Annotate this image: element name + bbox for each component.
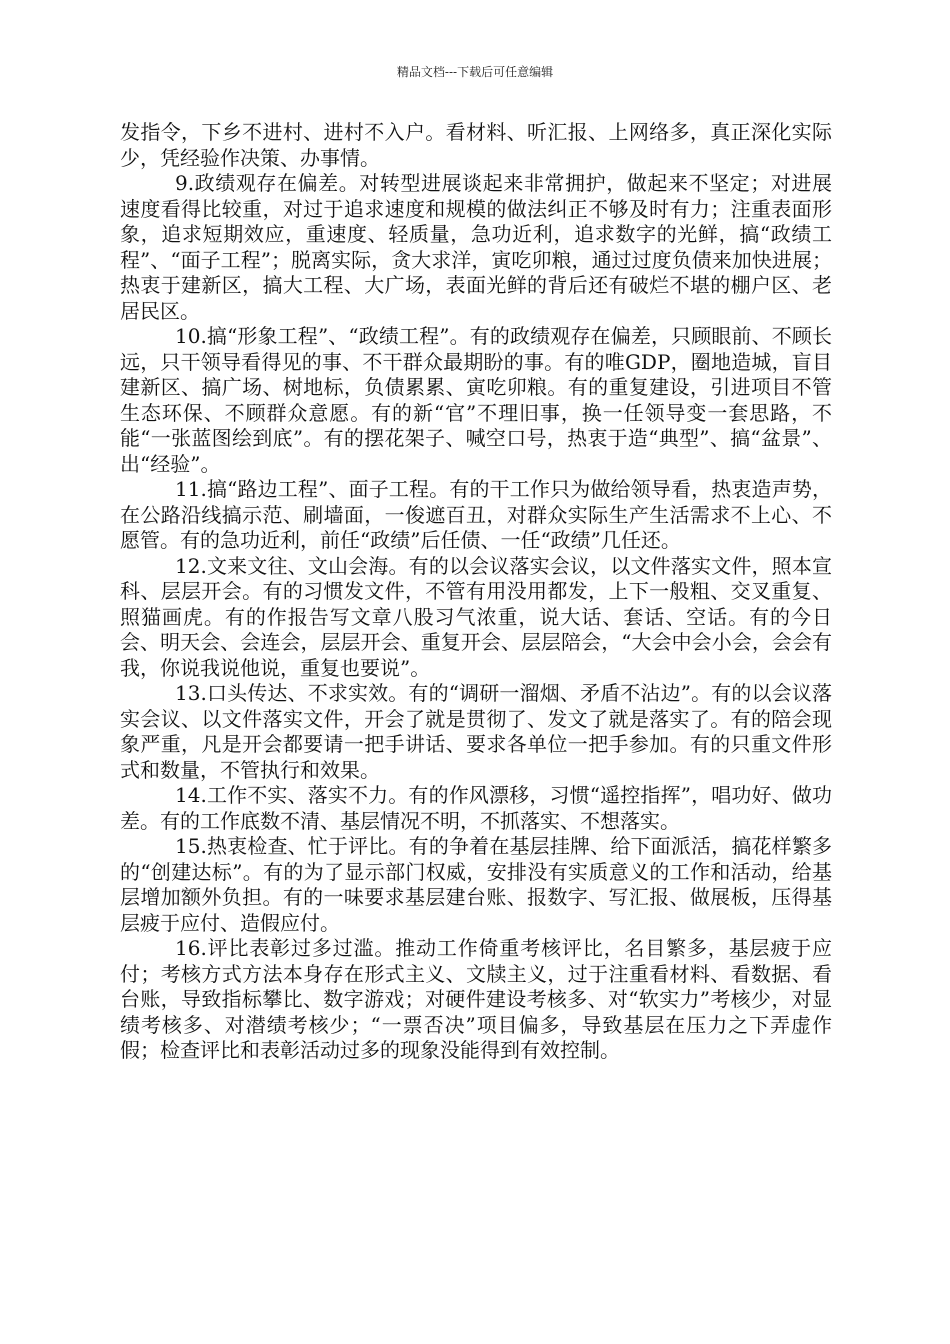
document-body <box>120 120 832 1064</box>
page-header: 精品文档---下载后可任意编辑 <box>396 65 554 79</box>
paragraph-item-11: 11.搞“路边工程”、面子工程。有的干工作只为做给领导看，热衷造声势，在公路沿线搞示范、刷墙面，一俊遮百丑，对群众实际生产生活需求不上心、不愿管。有的急功近利，前任“政绩”后任债、一任“政绩”几任还。 <box>120 477 832 552</box>
paragraph-item-13: 13.口头传达、不求实效。有的“调研一溜烟、矛盾不沾边”。有的以会议落实会议、以文件落实文件，开会了就是贯彻了、发文了就是落实了。有的陪会现象严重，凡是开会都要请一把手讲话、要求各单位一把手参加。有的只重文件形式和数量，不管执行和效果。 <box>120 681 832 782</box>
paragraph-item-16: 16.评比表彰过多过滥。推动工作倚重考核评比，名目繁多，基层疲于应付；考核方式方法本身存在形式主义、文牍主义，过于注重看材料、看数据、看台账，导致指标攀比、数字游戏；对硬件建设考核多、对“软实力”考核少，对显绩考核多、对潜绩考核少；“一票否决”项目偏多，导致基层在压力之下弄虚作假；检查评比和表彰活动过多的现象没能得到有效控制。 <box>120 936 832 1062</box>
paragraph-item-12: 12.文来文往、文山会海。有的以会议落实会议，以文件落实文件，照本宣科、层层开会。有的习惯发文件，不管有用没用都发，上下一般粗、交叉重复、照猫画虎。有的作报告写文章八股习气浓重，说大话、套话、空话。有的今日会、明天会、会连会，层层开会、重复开会、层层陪会，“大会中会小会，会会有我，你说我说他说，重复也要说”。 <box>120 553 832 680</box>
paragraph-item-15: 15.热衷检查、忙于评比。有的争着在基层挂牌、给下面派活，搞花样繁多的“创建达标”。有的为了显示部门权威，安排没有实质意义的工作和活动，给基层增加额外负担。有的一味要求基层建台账、报数字、写汇报、做展板，压得基层疲于应付、造假应付。 <box>120 834 832 935</box>
paragraph-item-14: 14.工作不实、落实不力。有的作风漂移，习惯“遥控指挥”，唱功好、做功差。有的工作底数不清、基层情况不明，不抓落实、不想落实。 <box>120 783 832 833</box>
paragraph-continuation: 发指令，下乡不进村、进村不入户。看材料、听汇报、上网络多，真正深化实际少，凭经验作决策、办事情。 <box>120 120 832 170</box>
paragraph-item-9: 9.政绩观存在偏差。对转型进展谈起来非常拥护，做起来不坚定；对进展速度看得比较重，对过于追求速度和规模的做法纠正不够及时有力；注重表面形象，追求短期效应，重速度、轻质量，急功近利，追求数字的光鲜，搞“政绩工程”、“面子工程”；脱离实际，贪大求洋，寅吃卯粮，通过过度负债来加快进展；热衷于建新区，搞大工程、大广场，表面光鲜的背后还有破烂不堪的棚户区、老居民区。 <box>120 171 832 323</box>
paragraph-item-10: 10.搞“形象工程”、“政绩工程”。有的政绩观存在偏差，只顾眼前、不顾长远，只干领导看得见的事、不干群众最期盼的事。有的唯GDP，圈地造城，盲目建新区、搞广场、树地标，负债累累、寅吃卯粮。有的重复建设，引进项目不管生态环保、不顾群众意愿。有的新“官”不理旧事，换一任领导变一套思路，不能“一张蓝图绘到底”。有的摆花架子、喊空口号，热衷于造“典型”、搞“盆景”、出“经验”。 <box>120 324 832 476</box>
